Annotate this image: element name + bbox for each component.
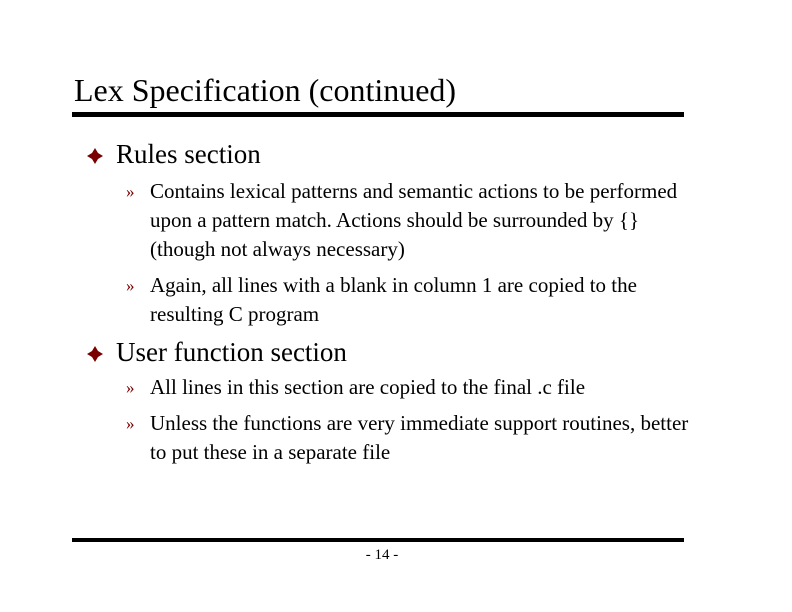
sub-item-text: Contains lexical patterns and semantic actions to be performed upon a pattern match. Actions should be surrounded by {} (though not always necessary) <box>150 179 678 261</box>
sub-bullet-marker: » <box>126 276 135 295</box>
sub-bullet-marker: » <box>126 414 135 433</box>
sub-item-text: All lines in this section are copied to the final .c file <box>150 375 586 399</box>
sub-bullet-marker: » <box>126 378 135 397</box>
bullet-user-function-section: User function section <box>116 337 347 367</box>
sub-item-text: Unless the functions are very immediate support routines, better to put these in a separate file <box>150 411 689 464</box>
sub-item-text: Again, all lines with a blank in column 1 are copied to the resulting C program <box>150 273 637 326</box>
page-number: - 14 - <box>365 547 399 563</box>
footer-rule <box>72 538 684 542</box>
diamond-bullet-icon <box>86 147 104 165</box>
sub-bullet-marker: » <box>126 182 135 201</box>
slide-title: Lex Specification (continued) <box>74 72 457 108</box>
bullet-rules-section: Rules section <box>116 139 261 169</box>
title-underline <box>72 112 684 117</box>
diamond-bullet-icon <box>86 345 104 363</box>
